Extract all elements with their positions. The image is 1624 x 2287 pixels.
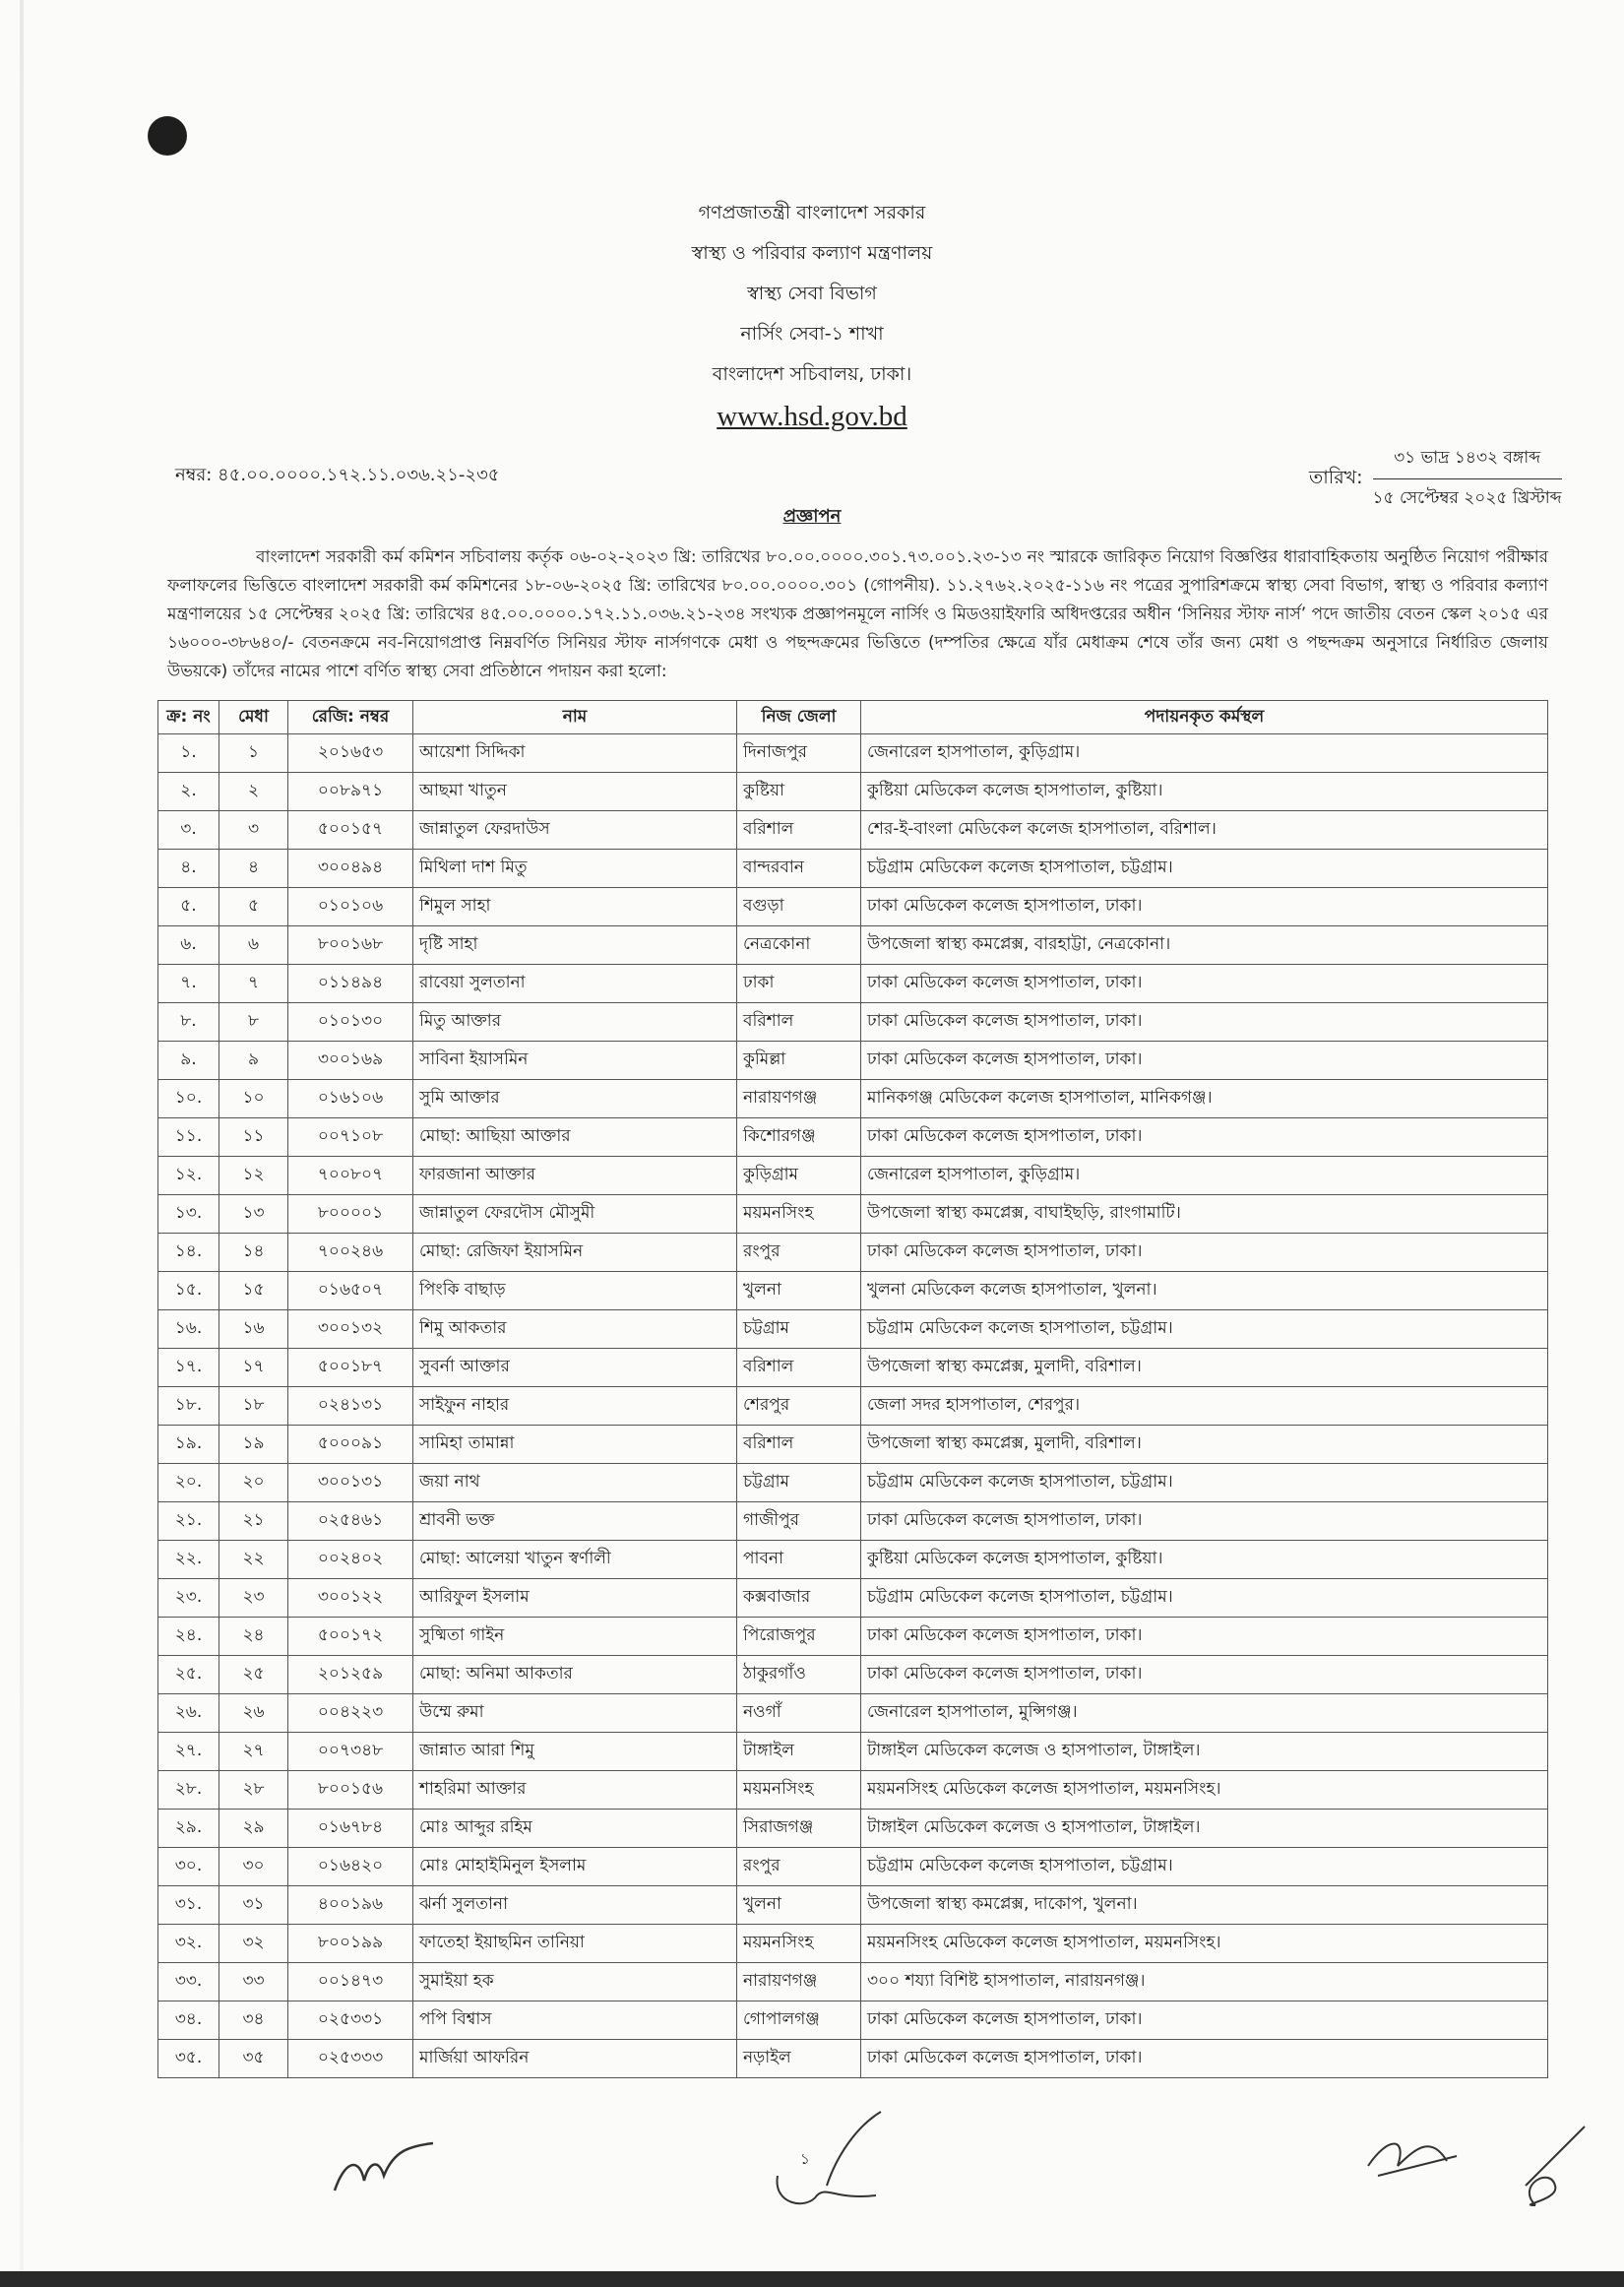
cell-posting-place: খুলনা মেডিকেল কলেজ হাসপাতাল, খুলনা। (861, 1272, 1548, 1310)
cell-home-district: কিশোরগঞ্জ (737, 1118, 861, 1157)
cell-merit: ২৩ (219, 1579, 288, 1618)
cell-serial: ৯. (158, 1042, 219, 1080)
cell-serial: ৩৫. (158, 2040, 219, 2078)
cell-merit: ১৪ (219, 1234, 288, 1272)
cell-serial: ৩. (158, 811, 219, 850)
cell-name: আয়েশা সিদ্দিকা (413, 734, 737, 773)
cell-serial: ২. (158, 773, 219, 811)
table-row (158, 1195, 1548, 1234)
website-link[interactable]: www.hsd.gov.bd (717, 401, 907, 432)
cell-reg-no: ৪০০১৯৬ (288, 1886, 413, 1925)
table-row (158, 1656, 1548, 1694)
cell-merit: ১১ (219, 1118, 288, 1157)
cell-merit: ২৬ (219, 1694, 288, 1733)
cell-name: মোছা: অনিমা আকতার (413, 1656, 737, 1694)
table-row (158, 773, 1548, 811)
table-row (158, 1157, 1548, 1195)
cell-posting-place: ৩০০ শয্যা বিশিষ্ট হাসপাতাল, নারায়নগঞ্জ। (861, 1963, 1548, 2001)
cell-posting-place: শের-ই-বাংলা মেডিকেল কলেজ হাসপাতাল, বরিশাল। (861, 811, 1548, 850)
cell-name: সুবর্না আক্তার (413, 1349, 737, 1387)
table-row (158, 1003, 1548, 1042)
cell-merit: ৩৫ (219, 2040, 288, 2078)
cell-serial: ২১. (158, 1502, 219, 1541)
cell-home-district: শেরপুর (737, 1387, 861, 1426)
cell-reg-no: ০১৬৫০৭ (288, 1272, 413, 1310)
cell-posting-place: কুষ্টিয়া মেডিকেল কলেজ হাসপাতাল, কুষ্টিয়া। (861, 773, 1548, 811)
date-label: তারিখ: (1309, 466, 1363, 488)
cell-posting-place: কুষ্টিয়া মেডিকেল কলেজ হাসপাতাল, কুষ্টিয়া। (861, 1541, 1548, 1579)
cell-reg-no: ৩০০১৬৯ (288, 1042, 413, 1080)
cell-reg-no: ০১৬১০৬ (288, 1080, 413, 1118)
cell-reg-no: ৮০০০০১ (288, 1195, 413, 1234)
col-posting-place: পদায়নকৃত কর্মস্থল (861, 701, 1548, 734)
cell-posting-place: চট্টগ্রাম মেডিকেল কলেজ হাসপাতাল, চট্টগ্রাম। (861, 850, 1548, 888)
cell-reg-no: ০১০১৩০ (288, 1003, 413, 1042)
table-row (158, 1694, 1548, 1733)
cell-home-district: দিনাজপুর (737, 734, 861, 773)
notice-body: বাংলাদেশ সরকারী কর্ম কমিশন সচিবালয় কর্তৃক ০৬-০২-২০২৩ খ্রি: তারিখের ৮০.০০.০০০০.৩০১.৭৩.০০১.২৩-১৩ নং স্মারকে জারিকৃত নিয়োগ বিজ্ঞপ্তির ধারাবাহিকতায় অনুষ্ঠিত নিয়োগ পরীক্ষার ফলাফলের ভিত্তিতে বাংলাদেশ সরকারী কর্ম কমিশনের ১৮-০৬-২০২৫ খ্রি: তারিখের ৮০.০০.০০০০.৩০১ (গোপনীয়). ১১.২৭৬২.২০২৫-১১৬ নং পত্রের সুপারিশক্রমে স্বাস্থ্য সেবা বিভাগ, স্বাস্থ্য ও পরিবার কল্যাণ মন্ত্রণালয়ের ১৫ সেপ্টেম্বর ২০২৫ খ্রি: তারিখের ৪৫.০০.০০০০.১৭২.১১.০৩৬.২১-২৩৪ সংখ্যক প্রজ্ঞাপনমূলে নার্সিং ও মিডওয়াইফারি অধিদপ্তরের অধীন ‘সিনিয়র স্টাফ নার্স’ পদে জাতীয় বেতন স্কেল ২০১৫ এর ১৬০০০-৩৮৬৪০/- বেতনক্রমে নব-নিয়োগপ্রাপ্ত নিম্নবর্ণিত সিনিয়র স্টাফ নার্সগণকে মেধা ও পছন্দক্রমের ভিত্তিতে (দম্পতির ক্ষেত্রে যাঁর মেধাক্রম শেষে তাঁর জন্য মেধা ও পছন্দক্রম অনুসারে নির্ধারিত জেলায় উভয়কে) তাঁদের নামের পাশে বর্ণিত স্বাস্থ্য সেবা প্রতিষ্ঠানে পদায়ন করা হলো: (167, 547, 1548, 681)
table-header-row (158, 701, 1548, 734)
cell-home-district: পিরোজপুর (737, 1618, 861, 1656)
cell-home-district: কুমিল্লা (737, 1042, 861, 1080)
cell-posting-place: ঢাকা মেডিকেল কলেজ হাসপাতাল, ঢাকা। (861, 1618, 1548, 1656)
cell-serial: ২৭. (158, 1733, 219, 1771)
cell-posting-place: চট্টগ্রাম মেডিকেল কলেজ হাসপাতাল, চট্টগ্রাম। (861, 1579, 1548, 1618)
table-row (158, 965, 1548, 1003)
cell-name: ফারজানা আক্তার (413, 1157, 737, 1195)
cell-home-district: রংপুর (737, 1848, 861, 1886)
cell-reg-no: ০২৫৩৩১ (288, 2001, 413, 2040)
signature-2 (768, 2107, 906, 2225)
cell-serial: ২৮. (158, 1771, 219, 1810)
table-row (158, 1272, 1548, 1310)
table-row (158, 1502, 1548, 1541)
cell-home-district: নড়াইল (737, 2040, 861, 2078)
cell-home-district: নেত্রকোনা (737, 926, 861, 965)
cell-name: আরিফুল ইসলাম (413, 1579, 737, 1618)
cell-merit: ২০ (219, 1464, 288, 1502)
notice-title: প্রজ্ঞাপন (782, 506, 842, 527)
cell-posting-place: চট্টগ্রাম মেডিকেল কলেজ হাসপাতাল, চট্টগ্রাম। (861, 1310, 1548, 1349)
cell-merit: ১৯ (219, 1426, 288, 1464)
cell-serial: ১০. (158, 1080, 219, 1118)
cell-home-district: নওগাঁ (737, 1694, 861, 1733)
cell-reg-no: ০২৪১৩১ (288, 1387, 413, 1426)
cell-merit: ৩১ (219, 1886, 288, 1925)
cell-merit: ৩৪ (219, 2001, 288, 2040)
table-row (158, 1925, 1548, 1963)
cell-reg-no: ৫০০০৯১ (288, 1426, 413, 1464)
posting-table (157, 700, 1548, 2078)
cell-reg-no: ০২৫৩৩৩ (288, 2040, 413, 2078)
cell-home-district: বগুড়া (737, 888, 861, 926)
table-row (158, 1118, 1548, 1157)
cell-home-district: চট্টগ্রাম (737, 1310, 861, 1349)
cell-home-district: খুলনা (737, 1886, 861, 1925)
cell-name: সুমাইয়া হক (413, 1963, 737, 2001)
table-row (158, 1426, 1548, 1464)
cell-posting-place: ঢাকা মেডিকেল কলেজ হাসপাতাল, ঢাকা। (861, 965, 1548, 1003)
cell-merit: ৩০ (219, 1848, 288, 1886)
cell-posting-place: উপজেলা স্বাস্থ্য কমপ্লেক্স, বারহাট্টা, নেত্রকোনা। (861, 926, 1548, 965)
cell-home-district: চট্টগ্রাম (737, 1464, 861, 1502)
cell-home-district: বরিশাল (737, 1426, 861, 1464)
cell-home-district: বরিশাল (737, 811, 861, 850)
cell-name: সুষ্মিতা গাইন (413, 1618, 737, 1656)
table-row (158, 926, 1548, 965)
cell-serial: ৩৪. (158, 2001, 219, 2040)
cell-reg-no: ০০৪২২৩ (288, 1694, 413, 1733)
cell-name: পপি বিশ্বাস (413, 2001, 737, 2040)
cell-reg-no: ০১০১০৬ (288, 888, 413, 926)
cell-merit: ৬ (219, 926, 288, 965)
cell-name: জান্নাতুল ফেরদৌস মৌসুমী (413, 1195, 737, 1234)
cell-serial: ২০. (158, 1464, 219, 1502)
cell-posting-place: ঢাকা মেডিকেল কলেজ হাসপাতাল, ঢাকা। (861, 888, 1548, 926)
cell-name: সামিহা তামান্না (413, 1426, 737, 1464)
cell-reg-no: ০০২৪০২ (288, 1541, 413, 1579)
cell-serial: ৩২. (158, 1925, 219, 1963)
table-row (158, 734, 1548, 773)
punch-hole (148, 116, 187, 156)
cell-serial: ১. (158, 734, 219, 773)
cell-name: শ্রাবনী ভক্ত (413, 1502, 737, 1541)
table-row (158, 888, 1548, 926)
cell-posting-place: জেনারেল হাসপাতাল, মুন্সিগঞ্জ। (861, 1694, 1548, 1733)
cell-reg-no: ০১৬৪২০ (288, 1848, 413, 1886)
cell-home-district: পাবনা (737, 1541, 861, 1579)
cell-serial: ১৭. (158, 1349, 219, 1387)
page-number: ১ (800, 2150, 810, 2168)
cell-posting-place: চট্টগ্রাম মেডিকেল কলেজ হাসপাতাল, চট্টগ্রাম। (861, 1848, 1548, 1886)
cell-home-district: নারায়ণগঞ্জ (737, 1080, 861, 1118)
cell-name: শিমু আকতার (413, 1310, 737, 1349)
cell-name: আছমা খাতুন (413, 773, 737, 811)
cell-merit: ১৩ (219, 1195, 288, 1234)
cell-serial: ২৬. (158, 1694, 219, 1733)
cell-reg-no: ০০৮৯৭১ (288, 773, 413, 811)
cell-name: সাইফুন নাহার (413, 1387, 737, 1426)
table-row (158, 1733, 1548, 1771)
table-row (158, 850, 1548, 888)
cell-name: ঝর্না সুলতানা (413, 1886, 737, 1925)
cell-posting-place: ময়মনসিংহ মেডিকেল কলেজ হাসপাতাল, ময়মনসিংহ। (861, 1925, 1548, 1963)
table-row (158, 1349, 1548, 1387)
cell-merit: ৩৩ (219, 1963, 288, 2001)
cell-reg-no: ৩০০৪৯৪ (288, 850, 413, 888)
cell-home-district: ঢাকা (737, 965, 861, 1003)
cell-serial: ২৪. (158, 1618, 219, 1656)
cell-serial: ৩১. (158, 1886, 219, 1925)
cell-reg-no: ২০১২৫৯ (288, 1656, 413, 1694)
table-row (158, 1963, 1548, 2001)
table-row (158, 1042, 1548, 1080)
cell-merit: ৫ (219, 888, 288, 926)
cell-serial: ১৮. (158, 1387, 219, 1426)
table-row (158, 1810, 1548, 1848)
cell-name: মোঃ মোহাইমিনুল ইসলাম (413, 1848, 737, 1886)
letterhead (0, 193, 1624, 438)
cell-posting-place: ঢাকা মেডিকেল কলেজ হাসপাতাল, ঢাকা। (861, 2040, 1548, 2078)
cell-home-district: ময়মনসিংহ (737, 1925, 861, 1963)
cell-serial: ১২. (158, 1157, 219, 1195)
cell-posting-place: ঢাকা মেডিকেল কলেজ হাসপাতাল, ঢাকা। (861, 1502, 1548, 1541)
cell-name: মিথিলা দাশ মিতু (413, 850, 737, 888)
cell-serial: ৩৩. (158, 1963, 219, 2001)
cell-serial: ১৪. (158, 1234, 219, 1272)
letterhead-line: নার্সিং সেবা-১ শাখা (740, 323, 884, 345)
cell-merit: ১৭ (219, 1349, 288, 1387)
cell-reg-no: ২০১৬৫৩ (288, 734, 413, 773)
cell-merit: ৩২ (219, 1925, 288, 1963)
cell-merit: ১০ (219, 1080, 288, 1118)
cell-merit: ১৫ (219, 1272, 288, 1310)
table-row (158, 2001, 1548, 2040)
cell-name: মোছা: আছিয়া আক্তার (413, 1118, 737, 1157)
cell-reg-no: ৩০০১৩১ (288, 1464, 413, 1502)
cell-merit: ২ (219, 773, 288, 811)
cell-home-district: ময়মনসিংহ (737, 1771, 861, 1810)
cell-serial: ১৯. (158, 1426, 219, 1464)
cell-home-district: কুড়িগ্রাম (737, 1157, 861, 1195)
cell-posting-place: টাঙ্গাইল মেডিকেল কলেজ ও হাসপাতাল, টাঙ্গাইল। (861, 1810, 1548, 1848)
cell-merit: ৯ (219, 1042, 288, 1080)
cell-merit: ১৬ (219, 1310, 288, 1349)
cell-merit: ১২ (219, 1157, 288, 1195)
cell-merit: ১৮ (219, 1387, 288, 1426)
cell-serial: ৪. (158, 850, 219, 888)
cell-name: শিমুল সাহা (413, 888, 737, 926)
cell-home-district: কক্সবাজার (737, 1579, 861, 1618)
cell-merit: ২৫ (219, 1656, 288, 1694)
table-row (158, 1579, 1548, 1618)
cell-merit: ২৯ (219, 1810, 288, 1848)
col-serial: ক্র: নং (158, 701, 219, 734)
table-row (158, 1464, 1548, 1502)
cell-serial: ১৫. (158, 1272, 219, 1310)
cell-reg-no: ৮০০১৬৮ (288, 926, 413, 965)
cell-merit: ২৭ (219, 1733, 288, 1771)
cell-home-district: কুষ্টিয়া (737, 773, 861, 811)
cell-reg-no: ৩০০১৩২ (288, 1310, 413, 1349)
cell-posting-place: চট্টগ্রাম মেডিকেল কলেজ হাসপাতাল, চট্টগ্রাম। (861, 1464, 1548, 1502)
cell-posting-place: ঢাকা মেডিকেল কলেজ হাসপাতাল, ঢাকা। (861, 1656, 1548, 1694)
cell-home-district: নারায়ণগঞ্জ (737, 1963, 861, 2001)
cell-home-district: বরিশাল (737, 1003, 861, 1042)
cell-posting-place: জেনারেল হাসপাতাল, কুড়িগ্রাম। (861, 734, 1548, 773)
scan-edge (0, 2271, 1624, 2287)
col-reg-no: রেজি: নম্বর (288, 701, 413, 734)
cell-merit: ৪ (219, 850, 288, 888)
cell-reg-no: ৫০০১৭২ (288, 1618, 413, 1656)
cell-reg-no: ০০৭১০৮ (288, 1118, 413, 1157)
table-row (158, 1541, 1548, 1579)
col-home-district: নিজ জেলা (737, 701, 861, 734)
cell-posting-place: জেনারেল হাসপাতাল, কুড়িগ্রাম। (861, 1157, 1548, 1195)
letterhead-line: স্বাস্থ্য সেবা বিভাগ (747, 283, 877, 304)
cell-home-district: সিরাজগঞ্জ (737, 1810, 861, 1848)
cell-name: মোছা: আলেয়া খাতুন স্বর্ণালী (413, 1541, 737, 1579)
cell-posting-place: উপজেলা স্বাস্থ্য কমপ্লেক্স, মুলাদী, বরিশাল। (861, 1349, 1548, 1387)
cell-serial: ৬. (158, 926, 219, 965)
cell-merit: ৮ (219, 1003, 288, 1042)
cell-serial: ৫. (158, 888, 219, 926)
letterhead-line: বাংলাদেশ সচিবালয়, ঢাকা। (712, 363, 912, 385)
cell-posting-place: ঢাকা মেডিকেল কলেজ হাসপাতাল, ঢাকা। (861, 1118, 1548, 1157)
cell-home-district: টাঙ্গাইল (737, 1733, 861, 1771)
cell-posting-place: ঢাকা মেডিকেল কলেজ হাসপাতাল, ঢাকা। (861, 2001, 1548, 2040)
cell-reg-no: ৮০০১৯৯ (288, 1925, 413, 1963)
cell-serial: ২২. (158, 1541, 219, 1579)
cell-serial: ৭. (158, 965, 219, 1003)
cell-reg-no: ০১১৪৯৪ (288, 965, 413, 1003)
cell-home-district: ঠাকুরগাঁও (737, 1656, 861, 1694)
cell-name: মিতু আক্তার (413, 1003, 737, 1042)
cell-name: মোছা: রেজিফা ইয়াসমিন (413, 1234, 737, 1272)
cell-home-district: বান্দরবান (737, 850, 861, 888)
cell-name: মোঃ আব্দুর রহিম (413, 1810, 737, 1848)
cell-posting-place: উপজেলা স্বাস্থ্য কমপ্লেক্স, বাঘাইছড়ি, রাংগামাটি। (861, 1195, 1548, 1234)
cell-reg-no: ০২৫৪৬১ (288, 1502, 413, 1541)
table-row (158, 1848, 1548, 1886)
cell-name: রাবেয়া সুলতানা (413, 965, 737, 1003)
cell-serial: ৩০. (158, 1848, 219, 1886)
cell-serial: ১১. (158, 1118, 219, 1157)
cell-reg-no: ৫০০১৫৭ (288, 811, 413, 850)
cell-home-district: বরিশাল (737, 1349, 861, 1387)
cell-posting-place: ঢাকা মেডিকেল কলেজ হাসপাতাল, ঢাকা। (861, 1003, 1548, 1042)
cell-name: জান্নাত আরা শিমু (413, 1733, 737, 1771)
cell-merit: ২২ (219, 1541, 288, 1579)
table-row (158, 1080, 1548, 1118)
cell-reg-no: ৫০০১৮৭ (288, 1349, 413, 1387)
cell-reg-no: ৮০০১৫৬ (288, 1771, 413, 1810)
cell-name: উম্মে রুমা (413, 1694, 737, 1733)
table-body (158, 734, 1548, 2078)
table-row (158, 1310, 1548, 1349)
cell-serial: ২৯. (158, 1810, 219, 1848)
signature-3 (1339, 2107, 1594, 2215)
date-gregorian: ১৫ সেপ্টেম্বর ২০২৫ খ্রিস্টাব্দ (1372, 488, 1562, 508)
col-merit: মেধা (219, 701, 288, 734)
cell-name: দৃষ্টি সাহা (413, 926, 737, 965)
cell-serial: ৮. (158, 1003, 219, 1042)
table-row (158, 1771, 1548, 1810)
cell-posting-place: ঢাকা মেডিকেল কলেজ হাসপাতাল, ঢাকা। (861, 1042, 1548, 1080)
cell-home-district: খুলনা (737, 1272, 861, 1310)
cell-reg-no: ৭০০৮০৭ (288, 1157, 413, 1195)
cell-name: জয়া নাথ (413, 1464, 737, 1502)
cell-posting-place: মানিকগঞ্জ মেডিকেল কলেজ হাসপাতাল, মানিকগঞ্জ। (861, 1080, 1548, 1118)
table-row (158, 1618, 1548, 1656)
cell-name: মার্জিয়া আফরিন (413, 2040, 737, 2078)
cell-reg-no: ৭০০২৪৬ (288, 1234, 413, 1272)
cell-merit: ১ (219, 734, 288, 773)
cell-home-district: গোপালগঞ্জ (737, 2001, 861, 2040)
date-bangla: ৩১ ভাদ্র ১৪৩২ বঙ্গাব্দ (1373, 445, 1562, 479)
cell-home-district: ময়মনসিংহ (737, 1195, 861, 1234)
cell-serial: ১৬. (158, 1310, 219, 1349)
cell-posting-place: উপজেলা স্বাস্থ্য কমপ্লেক্স, মুলাদী, বরিশাল। (861, 1426, 1548, 1464)
cell-reg-no: ০০৭৩৪৮ (288, 1733, 413, 1771)
notice-content (157, 543, 1548, 2078)
cell-name: সাবিনা ইয়াসমিন (413, 1042, 737, 1080)
cell-merit: ২১ (219, 1502, 288, 1541)
table-row (158, 1234, 1548, 1272)
reference-number: নম্বর: ৪৫.০০.০০০০.১৭২.১১.০৩৬.২১-২৩৫ (175, 465, 500, 485)
cell-posting-place: ঢাকা মেডিকেল কলেজ হাসপাতাল, ঢাকা। (861, 1234, 1548, 1272)
cell-serial: ২৩. (158, 1579, 219, 1618)
signature-1 (315, 2131, 453, 2210)
table-row (158, 2040, 1548, 2078)
cell-reg-no: ০০১৪৭৩ (288, 1963, 413, 2001)
cell-merit: ৭ (219, 965, 288, 1003)
cell-home-district: গাজীপুর (737, 1502, 861, 1541)
cell-name: সুমি আক্তার (413, 1080, 737, 1118)
cell-serial: ১৩. (158, 1195, 219, 1234)
cell-reg-no: ৩০০১২২ (288, 1579, 413, 1618)
cell-posting-place: টাঙ্গাইল মেডিকেল কলেজ ও হাসপাতাল, টাঙ্গাইল। (861, 1733, 1548, 1771)
cell-name: জান্নাতুল ফেরদাউস (413, 811, 737, 850)
table-row (158, 1886, 1548, 1925)
cell-posting-place: উপজেলা স্বাস্থ্য কমপ্লেক্স, দাকোপ, খুলনা। (861, 1886, 1548, 1925)
cell-merit: ২৪ (219, 1618, 288, 1656)
cell-merit: ২৮ (219, 1771, 288, 1810)
cell-home-district: রংপুর (737, 1234, 861, 1272)
cell-name: শাহরিমা আক্তার (413, 1771, 737, 1810)
table-row (158, 811, 1548, 850)
table-row (158, 1387, 1548, 1426)
letterhead-line: স্বাস্থ্য ও পরিবার কল্যাণ মন্ত্রণালয় (691, 242, 933, 264)
letterhead-line: গণপ্রজাতন্ত্রী বাংলাদেশ সরকার (698, 202, 926, 223)
cell-reg-no: ০১৬৭৮৪ (288, 1810, 413, 1848)
cell-name: ফাতেহা ইয়াছমিন তানিয়া (413, 1925, 737, 1963)
cell-posting-place: জেলা সদর হাসপাতাল, শেরপুর। (861, 1387, 1548, 1426)
cell-merit: ৩ (219, 811, 288, 850)
cell-serial: ২৫. (158, 1656, 219, 1694)
cell-name: পিংকি বাছাড় (413, 1272, 737, 1310)
cell-posting-place: ময়মনসিংহ মেডিকেল কলেজ হাসপাতাল, ময়মনসিংহ। (861, 1771, 1548, 1810)
col-name: নাম (413, 701, 737, 734)
